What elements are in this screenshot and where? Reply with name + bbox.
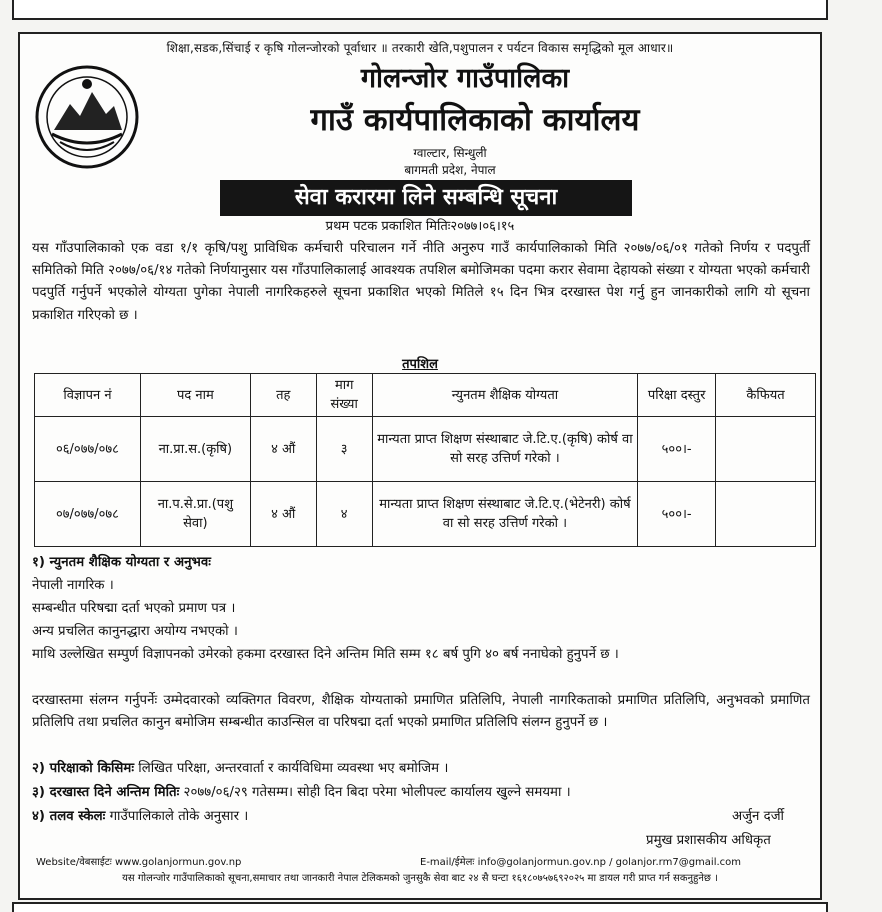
col-header-level: तह: [250, 374, 316, 417]
table-row: [35, 482, 816, 547]
signatory-name: अर्जुन दर्जी: [732, 809, 785, 824]
previous-page-edge: [12, 0, 828, 20]
municipality-emblem-icon: [32, 62, 142, 172]
cell-qualification: मान्यता प्राप्त शिक्षण संस्थाबाट जे.टि.ए.(भेटेनरी) कोर्ष वा सो सरह उत्तिर्ण गरेको ।: [372, 482, 638, 547]
exam-text: लिखित परिक्षा, अन्तरवार्ता र कार्यविधिमा व्यवस्था भए बमोजिम ।: [138, 761, 449, 776]
deadline-label: ३) दरखास्त दिने अन्तिम मितिः: [32, 785, 180, 800]
motto-line: शिक्षा,सडक,सिंचाई र कृषि गोलन्जोरको पूर्वाधार ॥ तरकारी खेति,पशुपालन र पर्यटन विकास समृद्धिको मूल आधार॥: [166, 41, 674, 55]
cell-adv-no: ०६/०७७/०७८: [35, 417, 141, 482]
col-header-qualification: न्युनतम शैक्षिक योग्यता: [372, 374, 638, 417]
exam-type: [32, 758, 810, 776]
cell-post: ना.प.से.प्रा.(पशु सेवा): [140, 482, 250, 547]
attachments-requirement: दरखास्तमा संलग्न गर्नुपर्नेः उम्मेदवारको व्यक्तिगत विवरण, शैक्षिक योग्यताको प्रमाणित प्रतिलिपि, नेपाली नागरिकताको प्रमाणित प्रतिलिपि, अनुभवको प्रमाणित प्रतिलिपि तथा प्रचलित कानुन बमोजिम सम्बन्धीत काउन्सिल वा परिषद्मा दर्ता भएको प्रमाणित प्रतिलिपि संलग्न हुनुपर्ने छ ।: [32, 693, 810, 730]
col-header-fee: परिक्षा दस्तुर: [638, 374, 716, 417]
table-row: [35, 417, 816, 482]
cell-post: ना.प्रा.स.(कृषि): [140, 417, 250, 482]
cell-remarks: [716, 482, 816, 547]
cell-level: ४ औं: [250, 482, 316, 547]
footer-website: Website/वेबसाईटः www.golanjormun.gov.np: [36, 857, 242, 868]
col-header-count: माग संख्या: [316, 374, 372, 417]
footer-email: E-mail/ईमेलः info@golanjormun.gov.np / golanjor.rm7@gmail.com: [420, 857, 742, 868]
schedule-label: तपशिल: [402, 357, 438, 372]
cell-remarks: [716, 417, 816, 482]
address-line-2: बागमती प्रदेश, नेपाल: [404, 163, 496, 177]
notice-heading: सेवा करारमा लिने सम्बन्धि सूचना: [220, 180, 632, 216]
deadline-text: २०७७/०६/२९ गतेसम्म। सोही दिन बिदा परेमा भोलीपल्ट कार्यालय खुल्ने समयमा ।: [183, 785, 571, 800]
cell-adv-no: ०७/०७७/०७८: [35, 482, 141, 547]
requirement-item: माथि उल्लेखित सम्पुर्ण विज्ञापनको उमेरको हकमा दरखास्त दिने अन्तिम मिति सम्म १८ बर्ष पुगि ४० बर्ष ननाघेको हुनुपर्ने छ ।: [32, 647, 619, 662]
published-date: प्रथम पटक प्रकाशित मितिः२०७७।०६।१५: [325, 219, 515, 234]
notice-body: यस गाँउपालिकाको एक वडा १/१ कृषि/पशु प्राविधिक कर्मचारी परिचालन गर्ने नीति अनुरुप गाउँ कार्यपालिकाको मिति २०७७/०६/०१ गतेको निर्णय र पदपुर्ती समितिको मिति २०७७/०६/१४ गतेको निर्णयानुसार यस गाँउपालिकालाई आवश्यक तपशिल बमोजिमका पदमा करार सेवामा देहायको संख्या र योग्यता भएको कर्मचारी पदपुर्ति गर्नुपर्ने भएकोले योग्यता पुगेका नेपाली नागरिकहरुले सूचना प्रकाशित भएको मितिले १५ दिन भित्र दरखास्त पेश गर्नु हुन जानकारीको लागि यो सूचना प्रकाशित गरिएको छ ।: [32, 241, 810, 323]
col-header-adv-no: विज्ञापन नं: [35, 374, 141, 417]
cell-count: ४: [316, 482, 372, 547]
footer-note: यस गोलन्जोर गाउँपालिकाको सूचना,समाचार तथा जानकारी नेपाल टेलिकमको जुनसुकै सेवा बाट २४ सै घन्टा १६१८०७५७६९२०२५ मा डायल गरी प्राप्त गर्न सकनुहुनेछ ।: [122, 873, 718, 884]
cell-qualification: मान्यता प्राप्त शिक्षण संस्थाबाट जे.टि.ए.(कृषि) कोर्ष वा सो सरह उत्तिर्ण गरेको ।: [372, 417, 638, 482]
salary-text: गाउँपालिकाले तोके अनुसार ।: [109, 809, 249, 824]
deadline: [32, 782, 810, 800]
office-title: गाउँ कार्यपालिकाको कार्यालय: [310, 102, 640, 138]
requirement-item: सम्बन्धीत परिषद्मा दर्ता भएको प्रमाण पत्र ।: [32, 601, 236, 616]
address-line-1: ग्वाल्टार, सिन्धुली: [413, 146, 487, 160]
cell-count: ३: [316, 417, 372, 482]
salary-scale: [32, 806, 810, 824]
salary-label: ४) तलव स्केलः: [32, 809, 106, 824]
requirement-item: नेपाली नागरिक ।: [32, 578, 114, 593]
next-page-edge: [12, 902, 828, 912]
col-header-remarks: कैफियत: [716, 374, 816, 417]
municipality-name: गोलन्जोर गाउँपालिका: [360, 63, 570, 94]
exam-label: २) परिक्षाको किसिमः: [32, 761, 135, 776]
requirements-heading: १) न्युनतम शैक्षिक योग्यता र अनुभवः: [32, 555, 211, 570]
col-header-post: पद नाम: [140, 374, 250, 417]
notice-document: [18, 32, 822, 900]
cell-fee: ५००।-: [638, 482, 716, 547]
requirement-item: अन्य प्रचलित कानुनद्धारा अयोग्य नभएको ।: [32, 624, 238, 639]
signatory-title: प्रमुख प्रशासकीय अधिकृत: [646, 833, 771, 848]
schedule-table: [34, 373, 816, 547]
cell-fee: ५००।-: [638, 417, 716, 482]
table-header-row: [35, 374, 816, 417]
cell-level: ४ औं: [250, 417, 316, 482]
